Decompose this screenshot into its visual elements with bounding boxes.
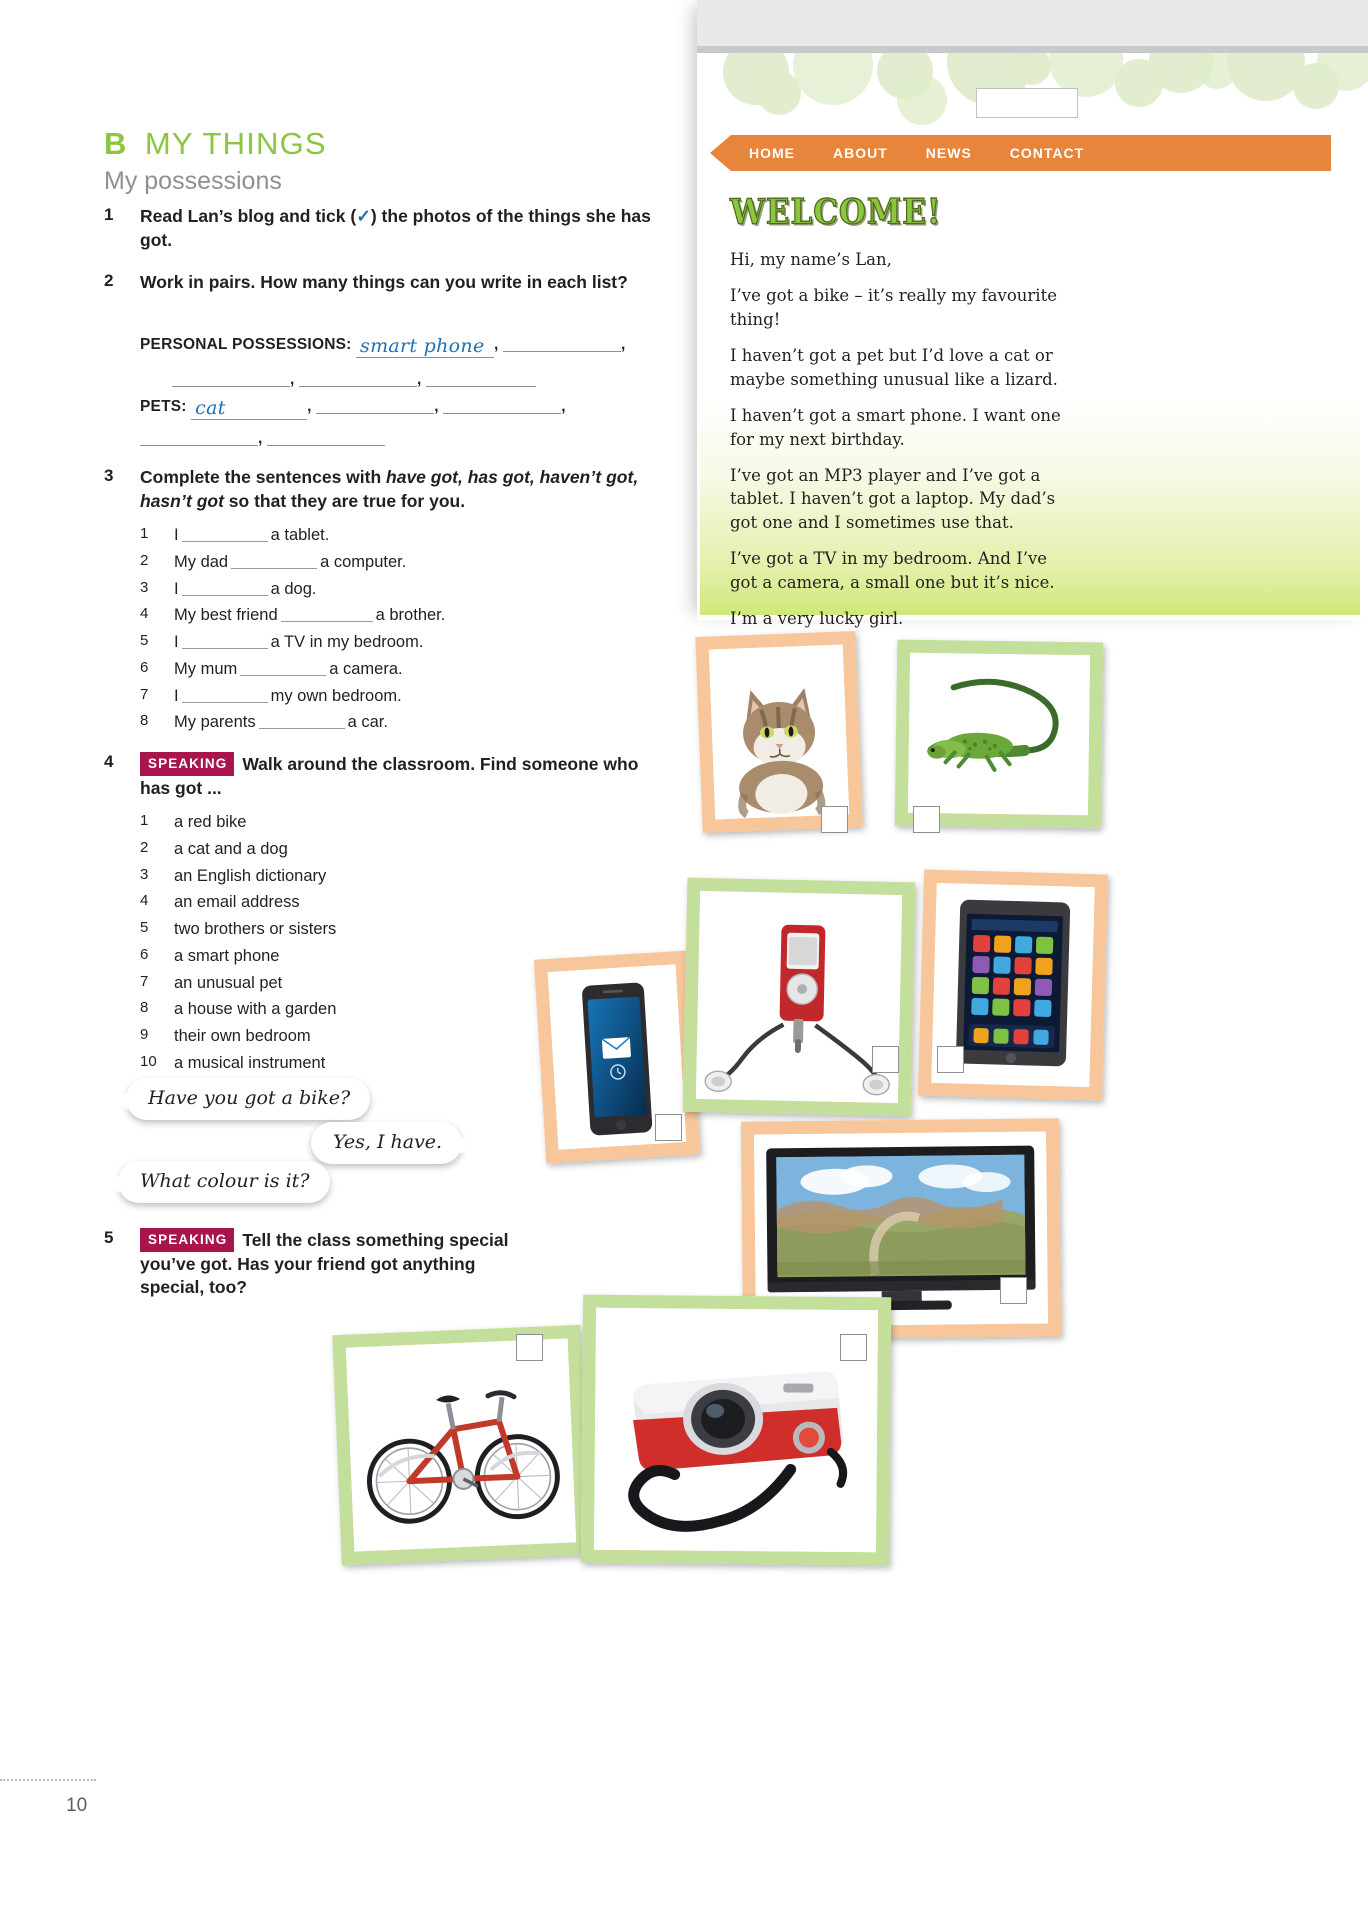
exercise-4-text: Walk around the classroom. Find someone who has got ... bbox=[140, 754, 639, 798]
possession-answer: smart phone bbox=[360, 335, 485, 357]
item-text-before: My parents bbox=[174, 713, 256, 732]
item-label: a smart phone bbox=[174, 946, 280, 965]
item-number: 3 bbox=[140, 865, 149, 883]
nav-item-about[interactable]: ABOUT bbox=[833, 145, 888, 161]
answer-gap[interactable] bbox=[240, 661, 326, 676]
answer-gap[interactable] bbox=[259, 714, 345, 729]
pet-answer: cat bbox=[195, 397, 226, 419]
photo-cat bbox=[695, 631, 862, 833]
blog-paragraph: Hi, my name’s Lan, bbox=[730, 250, 892, 269]
pet-blank-3[interactable] bbox=[443, 396, 561, 414]
pet-blank-2[interactable] bbox=[316, 396, 434, 414]
item-label: their own bedroom bbox=[174, 1027, 311, 1045]
sep-comma: , bbox=[258, 430, 263, 447]
item-label: a red bike bbox=[174, 813, 247, 832]
blog-welcome-heading: WELCOME! bbox=[730, 192, 942, 233]
blog-paragraph: I’ve got a bike – it’s really my favourite thing! bbox=[730, 286, 1057, 329]
speech-bubble-answer bbox=[311, 1122, 462, 1164]
unit-title: MY THINGS bbox=[144, 126, 327, 161]
blog-navbar bbox=[731, 135, 1331, 171]
item-text-before: I bbox=[174, 686, 179, 705]
item-text-after: a computer. bbox=[320, 552, 407, 571]
personal-possessions-bank-row2 bbox=[172, 369, 536, 389]
item-number: 1 bbox=[140, 525, 149, 543]
list-item bbox=[140, 889, 664, 916]
exercise-3-forms: have got, has got, haven’t got, hasn’t got bbox=[140, 467, 639, 511]
item-label: an email address bbox=[174, 893, 300, 912]
exercise-2-number: 2 bbox=[104, 271, 114, 290]
item-text-before: My best friend bbox=[174, 606, 278, 625]
exercise-5-number: 5 bbox=[104, 1228, 114, 1247]
blog-paragraph: I’ve got an MP3 player and I’ve got a tablet. I haven’t got a laptop. My dad’s got one and I sometimes use that. bbox=[730, 465, 1056, 532]
item-text-before: My mum bbox=[174, 659, 238, 678]
exercise-5-instruction bbox=[140, 1228, 524, 1300]
page-number: 10 bbox=[66, 1795, 88, 1816]
item-text-before: I bbox=[174, 526, 179, 545]
sep-comma: , bbox=[621, 336, 626, 353]
item-number: 4 bbox=[140, 892, 149, 910]
item-number: 2 bbox=[140, 551, 149, 569]
tick-icon: ✓ bbox=[356, 206, 371, 226]
pet-blank-4[interactable] bbox=[140, 428, 258, 446]
item-text-after: a dog. bbox=[270, 579, 317, 598]
page-subtitle: My possessions bbox=[104, 167, 282, 195]
item-text-after: a brother. bbox=[375, 606, 446, 625]
list-item bbox=[140, 629, 664, 656]
checkbox-bicycle[interactable] bbox=[516, 1334, 543, 1361]
nav-item-news[interactable]: NEWS bbox=[925, 145, 972, 161]
item-number: 10 bbox=[140, 1052, 157, 1070]
item-label: a musical instrument bbox=[174, 1053, 326, 1072]
checkbox-lizard[interactable] bbox=[913, 806, 940, 833]
pets-bank-row2 bbox=[140, 428, 385, 448]
checkbox-camera[interactable] bbox=[840, 1334, 867, 1361]
exercise-3-list bbox=[140, 522, 664, 736]
exercise-5-text: Tell the class something special you’ve got. Has your friend got anything special, too? bbox=[140, 1230, 509, 1298]
answer-gap[interactable] bbox=[182, 527, 268, 542]
speech-bubble-question-1 bbox=[126, 1078, 370, 1120]
item-text-after: a TV in my bedroom. bbox=[270, 633, 424, 652]
list-item bbox=[140, 836, 664, 863]
item-label: two brothers or sisters bbox=[174, 920, 337, 939]
possession-blank-2[interactable] bbox=[503, 334, 621, 352]
exercise-3-lead-end: so that they are true for you. bbox=[223, 490, 466, 511]
item-number: 8 bbox=[140, 999, 149, 1017]
item-text-after: a tablet. bbox=[270, 526, 330, 545]
photo-lizard bbox=[895, 640, 1104, 829]
item-text-before: I bbox=[174, 579, 179, 598]
possession-answer-slot[interactable] bbox=[356, 335, 494, 358]
answer-gap[interactable] bbox=[182, 581, 268, 596]
list-item bbox=[140, 522, 664, 549]
possession-blank-5[interactable] bbox=[426, 369, 536, 387]
bicycle-image bbox=[346, 1338, 576, 1551]
blog-article-text bbox=[730, 248, 1070, 643]
item-label: a house with a garden bbox=[174, 1000, 337, 1019]
pets-label: PETS: bbox=[140, 398, 187, 415]
sep-comma: , bbox=[290, 371, 295, 388]
photo-bicycle bbox=[332, 1325, 589, 1565]
answer-gap[interactable] bbox=[281, 607, 373, 622]
item-number: 5 bbox=[140, 919, 149, 937]
answer-gap[interactable] bbox=[231, 554, 317, 569]
item-number: 8 bbox=[140, 712, 149, 730]
blog-paragraph: I haven’t got a smart phone. I want one for my next birthday. bbox=[730, 406, 1061, 449]
answer-gap[interactable] bbox=[182, 688, 268, 703]
possession-blank-3[interactable] bbox=[172, 369, 290, 387]
list-item bbox=[140, 916, 664, 943]
answer-gap[interactable] bbox=[182, 634, 268, 649]
item-number: 6 bbox=[140, 945, 149, 963]
footer-rule bbox=[0, 1779, 96, 1781]
list-item bbox=[140, 656, 664, 683]
sep-comma: , bbox=[417, 371, 422, 388]
exercise-1 bbox=[104, 205, 664, 252]
exercise-1-text-before: Read Lan’s blog and tick ( bbox=[140, 206, 357, 226]
speech-bubble-question-2 bbox=[118, 1161, 330, 1203]
exercise-5 bbox=[104, 1228, 524, 1300]
item-number: 1 bbox=[140, 812, 149, 830]
list-item bbox=[140, 863, 664, 890]
exercise-4-number: 4 bbox=[104, 752, 114, 771]
item-number: 7 bbox=[140, 972, 149, 990]
unit-heading bbox=[104, 126, 664, 162]
exercise-2-text: Work in pairs. How many things can you write in each list? bbox=[140, 272, 628, 292]
pet-answer-slot[interactable] bbox=[191, 397, 307, 420]
item-label: an English dictionary bbox=[174, 866, 327, 885]
speech-bubble-text: Have you got a bike? bbox=[148, 1087, 351, 1109]
exercise-3-lead: Complete the sentences with bbox=[140, 467, 387, 487]
sep-comma: , bbox=[434, 398, 439, 415]
exercise-4-instruction bbox=[140, 752, 664, 800]
sep-comma: , bbox=[561, 398, 566, 415]
list-item bbox=[140, 809, 664, 836]
exercise-1-text-after: ) the photos of the things she has got. bbox=[140, 206, 651, 250]
photo-mp3-player bbox=[683, 878, 916, 1117]
checkbox-television[interactable] bbox=[1000, 1277, 1027, 1304]
blog-nav-list bbox=[731, 135, 1331, 171]
personal-possessions-label: PERSONAL POSSESSIONS: bbox=[140, 336, 352, 353]
item-number: 7 bbox=[140, 685, 149, 703]
exercise-2 bbox=[104, 271, 664, 295]
item-number: 3 bbox=[140, 578, 149, 596]
exercise-3 bbox=[104, 466, 664, 736]
exercise-1-text bbox=[140, 205, 664, 252]
pet-blank-5[interactable] bbox=[267, 428, 385, 446]
lizard-image bbox=[908, 653, 1090, 815]
checkbox-cat[interactable] bbox=[821, 806, 848, 833]
speaking-badge: SPEAKING bbox=[140, 752, 234, 776]
possession-blank-4[interactable] bbox=[299, 369, 417, 387]
checkbox-tablet[interactable] bbox=[937, 1046, 964, 1073]
blog-paragraph: I haven’t got a pet but I’d love a cat or maybe something unusual like a lizard. bbox=[730, 346, 1058, 389]
nav-item-contact[interactable]: CONTACT bbox=[1009, 145, 1085, 161]
exercise-1-number: 1 bbox=[104, 205, 114, 224]
exercise-3-instruction bbox=[140, 466, 664, 513]
speech-bubble-text: What colour is it? bbox=[140, 1170, 310, 1192]
checkbox-mp3-player[interactable] bbox=[872, 1046, 899, 1073]
pets-bank bbox=[140, 396, 566, 420]
blog-paragraph: I’ve got a TV in my bedroom. And I’ve got a camera, a small one but it’s nice. bbox=[730, 549, 1055, 592]
personal-possessions-bank bbox=[140, 334, 626, 358]
speaking-badge: SPEAKING bbox=[140, 1228, 234, 1252]
item-text-before: My dad bbox=[174, 552, 229, 571]
unit-letter: B bbox=[104, 126, 127, 161]
list-item bbox=[140, 709, 664, 736]
item-number: 2 bbox=[140, 838, 149, 856]
list-item bbox=[140, 602, 664, 629]
item-text-before: I bbox=[174, 633, 179, 652]
speech-bubble-text: Yes, I have. bbox=[333, 1131, 443, 1153]
item-label: an unusual pet bbox=[174, 973, 283, 992]
browser-chrome-bar bbox=[697, 0, 1368, 46]
item-text-after: a car. bbox=[347, 713, 388, 732]
list-item bbox=[140, 549, 664, 576]
browser-chrome-divider bbox=[697, 46, 1368, 53]
checkbox-smart-phone[interactable] bbox=[655, 1114, 682, 1141]
camera-image bbox=[594, 1308, 878, 1552]
list-item bbox=[140, 576, 664, 603]
item-number: 9 bbox=[140, 1026, 149, 1043]
item-label: a cat and a dog bbox=[174, 839, 288, 858]
sep-comma: , bbox=[494, 336, 499, 353]
item-text-after: a camera. bbox=[329, 659, 403, 678]
url-field[interactable] bbox=[976, 88, 1078, 118]
item-text-after: my own bedroom. bbox=[270, 686, 402, 705]
exercise-3-number: 3 bbox=[104, 466, 114, 485]
cat-image bbox=[709, 644, 849, 819]
item-number: 5 bbox=[140, 632, 149, 650]
list-item bbox=[140, 683, 664, 710]
item-number: 4 bbox=[140, 605, 149, 623]
item-number: 6 bbox=[140, 658, 149, 676]
blog-paragraph: I’m a very lucky girl. bbox=[730, 609, 904, 629]
sep-comma: , bbox=[307, 398, 312, 415]
nav-item-home[interactable]: HOME bbox=[749, 145, 795, 161]
